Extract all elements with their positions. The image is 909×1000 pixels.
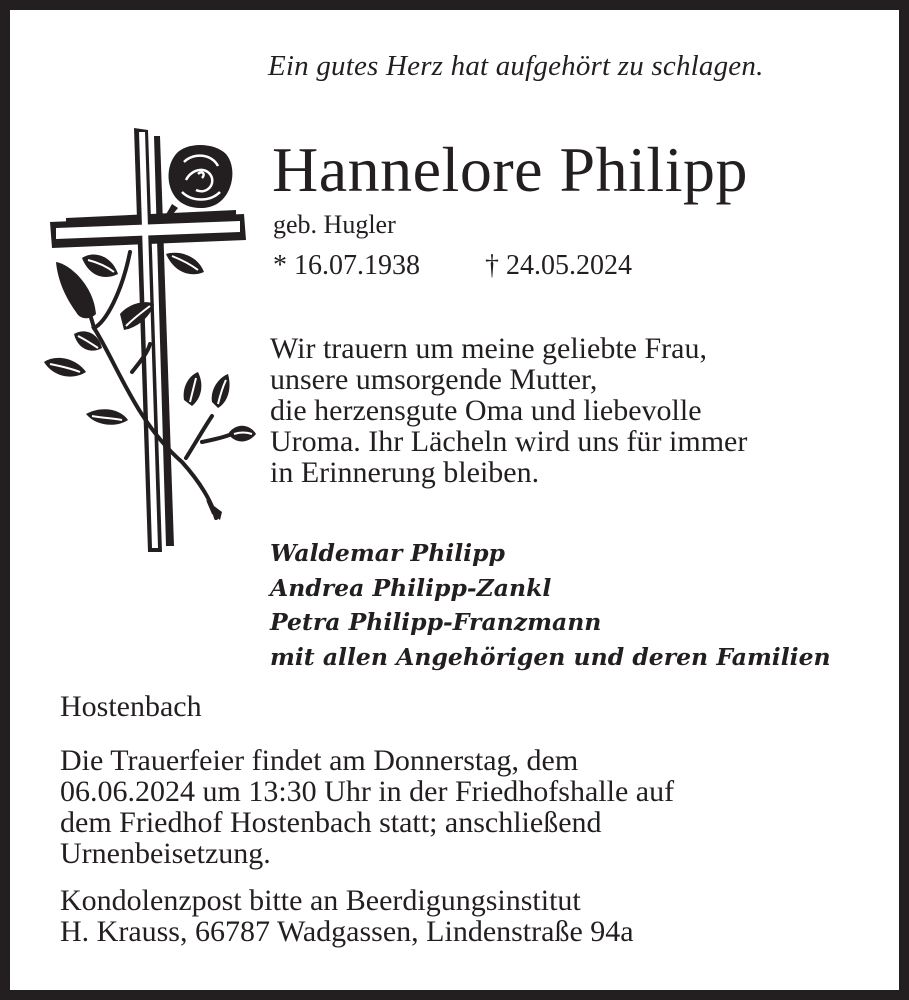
message-line: unsere umsorgende Mutter, [270, 363, 598, 396]
place-name: Hostenbach [60, 690, 202, 723]
mourner-name: mit allen Angehörigen und deren Familien [270, 642, 831, 671]
condolence-info [60, 885, 634, 947]
message-line: in Erinnerung bleiben. [270, 456, 540, 489]
funeral-line: dem Friedhof Hostenbach statt; anschließend [60, 806, 602, 839]
death-date: 24.05.2024 [506, 250, 632, 281]
funeral-line: Urnenbeisetzung. [60, 837, 271, 870]
born-symbol: * [273, 250, 287, 281]
funeral-line: 06.06.2024 um 13:30 Uhr in der Friedhofshalle auf [60, 775, 675, 808]
mourners-list [270, 536, 831, 674]
condolence-line: Kondolenzpost bitte an Beerdigungsinstitut [60, 884, 581, 917]
message-line: die herzensgute Oma und liebevolle [270, 394, 702, 427]
funeral-line: Die Trauerfeier findet am Donnerstag, dem [60, 744, 579, 777]
deceased-name: Hannelore Philipp [272, 134, 748, 205]
motto-heading: Ein gutes Herz hat aufgehört zu schlagen. [268, 50, 764, 82]
mourner-name: Waldemar Philipp [270, 539, 505, 567]
birth-date: 16.07.1938 [294, 250, 420, 281]
life-dates [273, 250, 632, 282]
message-line: Wir trauern um meine geliebte Frau, [270, 332, 707, 365]
mourner-name: Andrea Philipp-Zankl [270, 573, 552, 602]
funeral-info [60, 745, 674, 869]
cross-with-rose-icon [36, 122, 256, 554]
mourning-message [270, 333, 747, 488]
message-line: Uroma. Ihr Lächeln wird uns für immer [270, 425, 748, 458]
mourner-name: Petra Philipp-Franzmann [270, 608, 602, 636]
died-symbol: † [485, 250, 499, 281]
maiden-name: geb. Hugler [273, 210, 396, 239]
condolence-line: H. Krauss, 66787 Wadgassen, Lindenstraße 94a [60, 915, 634, 948]
